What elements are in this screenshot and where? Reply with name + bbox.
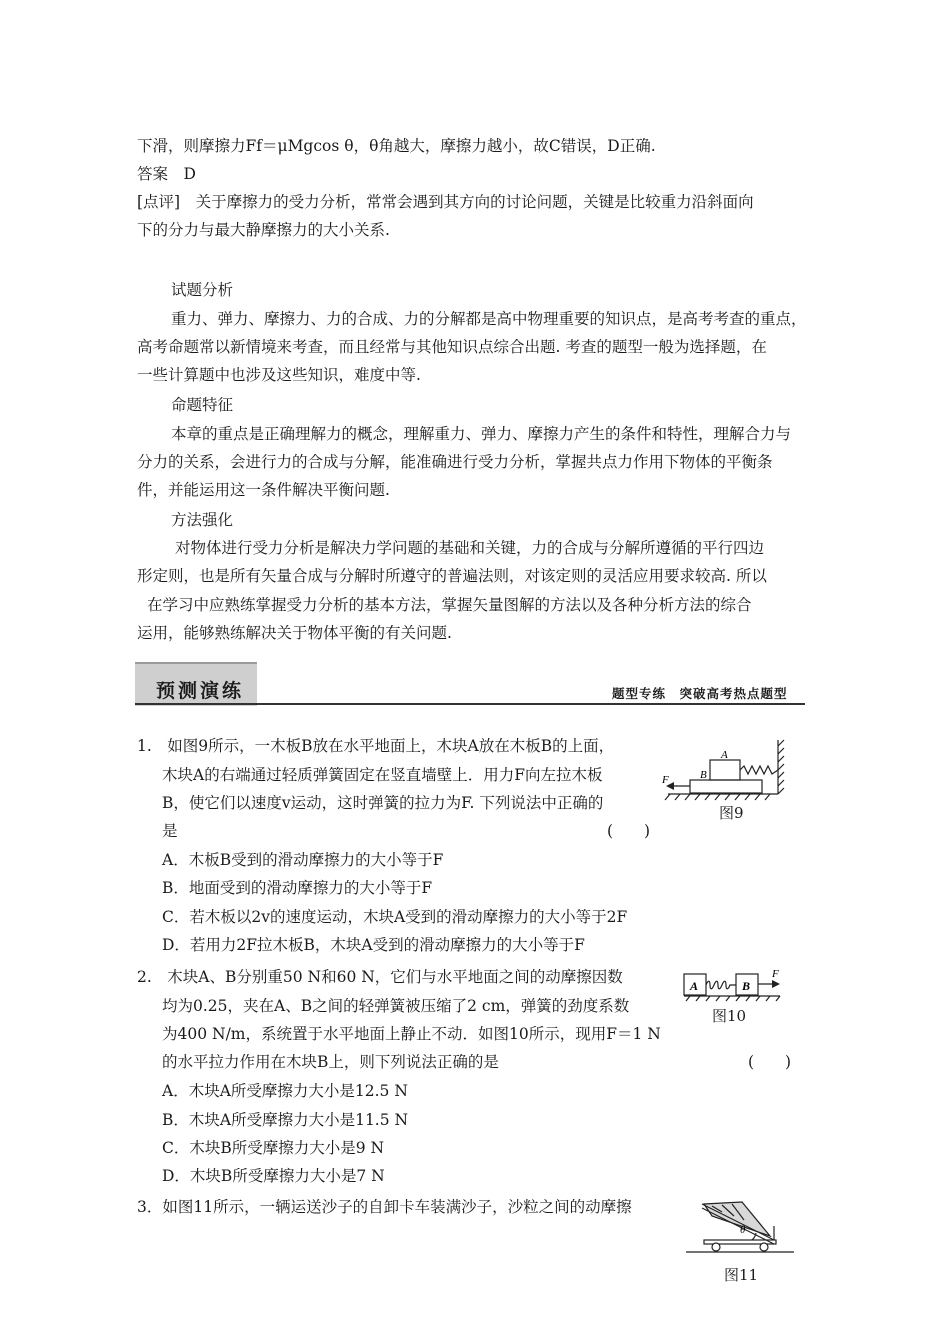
fig9-label-f: F	[662, 774, 669, 786]
q2-line-4: 的水平拉力作用在木块B上，则下列说法正确的是	[162, 1053, 499, 1071]
figure-10-caption: 图10	[712, 1007, 747, 1025]
q2-option-c: C．木块B所受摩擦力大小是9 N	[162, 1139, 385, 1157]
fig9-label-a: A	[721, 749, 728, 761]
features-line-2: 分力的关系，会进行力的合成与分解，能准确进行受力分析，掌握共点力作用下物体的平衡条	[137, 453, 773, 471]
fig10-label-a: A	[690, 979, 699, 993]
fig9-label-b: B	[700, 769, 707, 781]
figure-9-caption: 图9	[719, 804, 744, 822]
q3-line-1: 3．如图11所示，一辆运送沙子的自卸卡车装满沙子，沙粒之间的动摩擦	[137, 1198, 632, 1216]
section-title: 预测演练	[156, 680, 245, 702]
method-line-2: 形定则，也是所有矢量合成与分解时所遵守的普遍法则，对该定则的灵活应用要求较高. 所以	[137, 567, 767, 585]
answer-line: 答案 D	[137, 165, 196, 183]
fig10-label-b: B	[742, 979, 751, 993]
q2-option-b: B．木块A所受摩擦力大小是11.5 N	[162, 1111, 409, 1129]
q1-bracket: ( )	[607, 822, 651, 840]
figure-11-diagram	[682, 1196, 798, 1258]
q1-line-1: 1. 如图9所示，一木板B放在水平地面上，木块A放在木板B的上面，	[137, 737, 615, 755]
figure-9-diagram	[660, 736, 785, 802]
q1-line-2: 木块A的右端通过轻质弹簧固定在竖直墙壁上．用力F向左拉木板	[162, 766, 603, 784]
comment-line-2: 下的分力与最大静摩擦力的大小关系.	[137, 221, 390, 239]
method-heading: 方法强化	[171, 511, 234, 529]
q1-option-d: D．若用力2F拉木板B，木块A受到的滑动摩擦力的大小等于F	[162, 936, 585, 954]
features-heading: 命题特征	[171, 396, 234, 414]
q2-line-3: 为400 N/m，系统置于水平地面上静止不动．如图10所示，现用F＝1 N	[162, 1025, 661, 1043]
q1-line-4: 是	[162, 822, 178, 840]
q1-option-c: C．若木板以2v的速度运动，木块A受到的滑动摩擦力的大小等于2F	[162, 908, 628, 926]
q1-option-a: A．木板B受到的滑动摩擦力的大小等于F	[162, 851, 444, 869]
features-line-1: 本章的重点是正确理解力的概念，理解重力、弹力、摩擦力产生的条件和特性，理解合力与	[171, 425, 792, 443]
q2-option-d: D．木块B所受摩擦力大小是7 N	[162, 1167, 385, 1185]
q2-line-2: 均为0.25，夹在A、B之间的轻弹簧被压缩了2 cm，弹簧的劲度系数	[162, 997, 630, 1015]
analysis-line-2: 高考命题常以新情境来考查，而且经常与其他知识点综合出题. 考查的题型一般为选择题，在	[137, 338, 767, 356]
method-line-3: 在学习中应熟练掌握受力分析的基本方法，掌握矢量图解的方法以及各种分析方法的综合	[147, 596, 752, 614]
fig10-label-f: F	[772, 968, 779, 980]
figure-10-diagram	[680, 966, 788, 1002]
analysis-heading: 试题分析	[171, 281, 234, 299]
text-line-1: 下滑，则摩擦力Ff＝μMgcos θ，θ角越大，摩擦力越小，故C错误，D正确.	[137, 137, 656, 155]
figure-11-caption: 图11	[724, 1266, 759, 1284]
q1-line-3: B，使它们以速度v运动，这时弹簧的拉力为F. 下列说法中正确的	[162, 794, 604, 812]
analysis-line-3: 一些计算题中也涉及这些知识，难度中等.	[137, 366, 421, 384]
comment-line-1: [点评] 关于摩擦力的受力分析，常常会遇到其方向的讨论问题，关键是比较重力沿斜面向	[137, 193, 754, 211]
q2-option-a: A．木块A所受摩擦力大小是12.5 N	[162, 1082, 408, 1100]
analysis-line-1: 重力、弹力、摩擦力、力的合成、力的分解都是高中物理重要的知识点，是高考考查的重点，	[171, 310, 807, 328]
q1-option-b: B．地面受到的滑动摩擦力的大小等于F	[162, 879, 433, 897]
section-rule	[135, 703, 805, 705]
method-line-1: 对物体进行受力分析是解决力学问题的基础和关键，力的合成与分解所遵循的平行四边	[175, 539, 765, 557]
section-tag: 题型专练 突破高考热点题型	[612, 686, 788, 701]
features-line-3: 件，并能运用这一条件解决平衡问题.	[137, 481, 390, 499]
fig11-label-theta: θ	[740, 1224, 746, 1236]
q2-line-1: 2. 木块A、B分别重50 N和60 N，它们与水平地面之间的动摩擦因数	[137, 968, 623, 986]
method-line-4: 运用，能够熟练解决关于物体平衡的有关问题.	[137, 624, 452, 642]
q2-bracket: ( )	[748, 1053, 792, 1071]
